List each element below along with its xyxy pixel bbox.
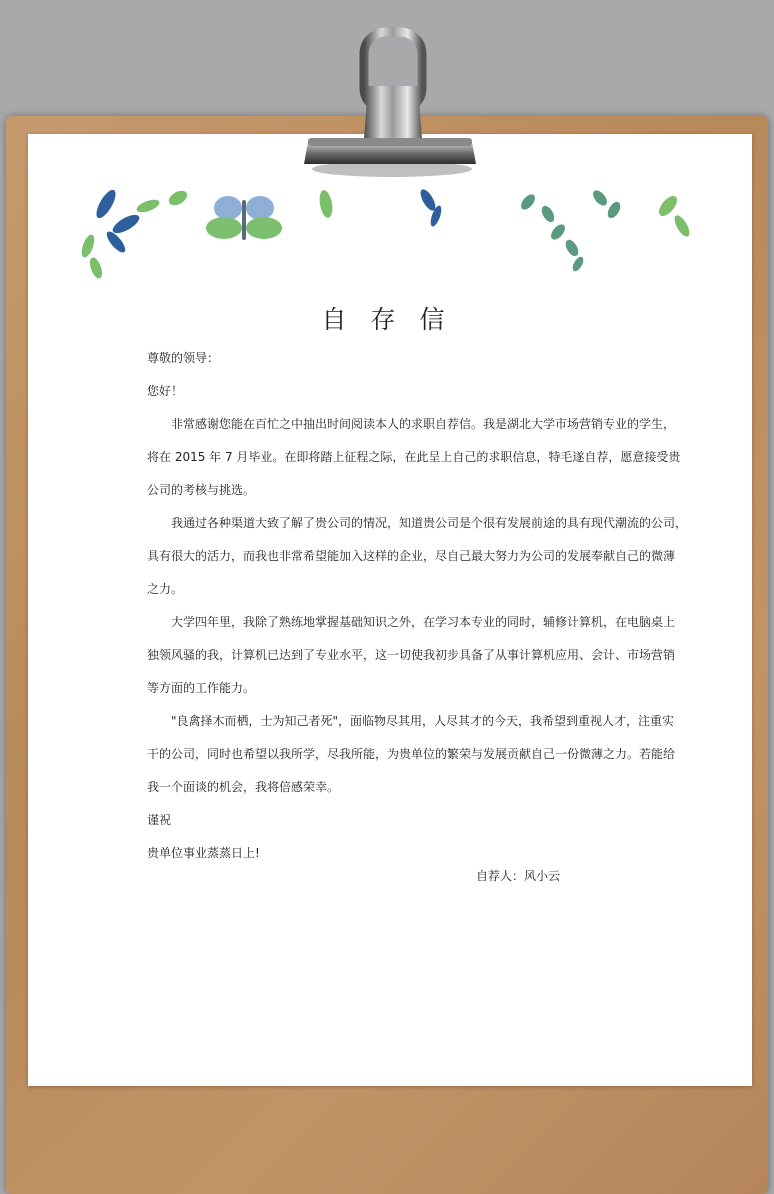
salutation: 尊敬的领导： <box>147 351 220 365</box>
paragraph-line: 大学四年里，我除了熟练地掌握基础知识之外，在学习本专业的同时，辅修计算机，在电脑桌上 <box>171 615 676 629</box>
paragraph-line: 具有很大的活力，而我也非常希望能加入这样的企业，尽自己最大努力为公司的发展奉献自己的微薄 <box>147 549 676 563</box>
letter-title: 自 存 信 <box>321 305 453 334</box>
paragraph-line: 非常感谢您能在百忙之中抽出时间阅读本人的求职自荐信。我是湖北大学市场营销专业的学生， <box>171 417 676 431</box>
closing: 谨祝 <box>147 813 172 827</box>
paragraph-line: 干的公司，同时也希望以我所学，尽我所能，为贵单位的繁荣与发展贡献自己一份微薄之力。若能给 <box>147 747 676 761</box>
paragraph-line: 等方面的工作能力。 <box>147 681 256 695</box>
paragraph-line: 之力。 <box>147 582 184 596</box>
wish: 贵单位事业蒸蒸日上! <box>147 846 260 860</box>
greeting: 您好！ <box>147 384 184 398</box>
paragraph-line: 独领风骚的我，计算机已达到了专业水平，这一切使我初步具备了从事计算机应用、会计、市场营销 <box>147 648 676 662</box>
letter-body <box>147 342 688 870</box>
paragraph-line: "良禽择木而栖，士为知己者死"，面临物尽其用，人尽其才的今天，我希望到重视人才，注重实 <box>171 714 675 728</box>
paragraph-line: 将在 2015 年 7 月毕业。在即将踏上征程之际，在此呈上自己的求职信息，特毛遂自荐，愿意接受贵 <box>147 450 681 464</box>
signature: 自荐人：风小云 <box>476 869 561 883</box>
binder-clip-icon <box>300 24 480 184</box>
paragraph-line: 我通过各种渠道大致了解了贵公司的情况，知道贵公司是个很有发展前途的具有现代潮流的公司， <box>171 516 688 530</box>
leaf-decoration-icon <box>78 186 698 286</box>
paragraph-line: 我一个面谈的机会，我将倍感荣幸。 <box>147 780 340 794</box>
paragraph-line: 公司的考核与挑选。 <box>147 483 256 497</box>
